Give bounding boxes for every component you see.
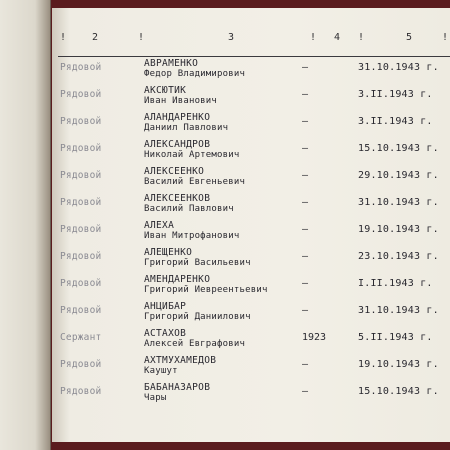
surname-cell: АМЕНДАРЕНКО bbox=[144, 274, 211, 285]
birth-year-cell: — bbox=[302, 116, 309, 127]
rank-cell: Сержант bbox=[60, 332, 102, 343]
given-name-cell: Василий Павлович bbox=[144, 204, 234, 214]
date-cell: 15.10.1943 г. bbox=[358, 143, 439, 154]
table-row bbox=[52, 301, 450, 327]
surname-cell: БАБАНАЗАРОВ bbox=[144, 382, 211, 393]
rank-cell: Рядовой bbox=[60, 197, 102, 208]
rank-cell: Рядовой bbox=[60, 278, 102, 289]
rank-cell: Рядовой bbox=[60, 359, 102, 370]
given-name-cell: Николай Артемович bbox=[144, 150, 240, 160]
birth-year-cell: — bbox=[302, 224, 309, 235]
header-rule bbox=[58, 56, 450, 57]
birth-year-cell: — bbox=[302, 170, 309, 181]
table-row bbox=[52, 355, 450, 381]
date-cell: 31.10.1943 г. bbox=[358, 62, 439, 73]
column-number-5: 5 bbox=[406, 32, 413, 43]
column-number-4: 4 bbox=[334, 32, 341, 43]
birth-year-cell: — bbox=[302, 62, 309, 73]
given-name-cell: Чары bbox=[144, 393, 167, 403]
given-name-cell: Алексей Евграфович bbox=[144, 339, 246, 349]
date-cell: 3.II.1943 г. bbox=[358, 89, 433, 100]
table-row bbox=[52, 382, 450, 408]
column-separator: ! bbox=[358, 32, 365, 43]
table-row bbox=[52, 58, 450, 84]
date-cell: 19.10.1943 г. bbox=[358, 359, 439, 370]
surname-cell: АНЦИБАР bbox=[144, 301, 187, 312]
given-name-cell: Григорий Иевреентьевич bbox=[144, 285, 268, 295]
surname-cell: АЛЕКСАНДРОВ bbox=[144, 139, 211, 150]
table-row bbox=[52, 139, 450, 165]
column-separator: ! bbox=[60, 32, 67, 43]
date-cell: 29.10.1943 г. bbox=[358, 170, 439, 181]
date-cell: 3.II.1943 г. bbox=[358, 116, 433, 127]
date-cell: 15.10.1943 г. bbox=[358, 386, 439, 397]
table-row bbox=[52, 85, 450, 111]
birth-year-cell: — bbox=[302, 305, 309, 316]
given-name-cell: Даниил Павлович bbox=[144, 123, 229, 133]
column-separator: ! bbox=[442, 32, 449, 43]
date-cell: 23.10.1943 г. bbox=[358, 251, 439, 262]
birth-year-cell: — bbox=[302, 278, 309, 289]
given-name-cell: Василий Евгеньевич bbox=[144, 177, 246, 187]
surname-cell: АВРАМЕНКО bbox=[144, 58, 199, 69]
given-name-cell: Григорий Даниилович bbox=[144, 312, 251, 322]
date-cell: 5.II.1943 г. bbox=[358, 332, 433, 343]
rank-cell: Рядовой bbox=[60, 116, 102, 127]
birth-year-cell: 1923 bbox=[302, 332, 327, 343]
date-cell: 31.10.1943 г. bbox=[358, 197, 439, 208]
surname-cell: АКСЮТИК bbox=[144, 85, 187, 96]
rank-cell: Рядовой bbox=[60, 224, 102, 235]
surname-cell: АЛАНДАРЕНКО bbox=[144, 112, 211, 123]
surname-cell: АЛЕХА bbox=[144, 220, 175, 231]
birth-year-cell: — bbox=[302, 359, 309, 370]
given-name-cell: Каушут bbox=[144, 366, 178, 376]
given-name-cell: Иван Иванович bbox=[144, 96, 218, 106]
register-page bbox=[52, 8, 450, 442]
date-cell: 19.10.1943 г. bbox=[358, 224, 439, 235]
surname-cell: АЛЕКСЕЕНКО bbox=[144, 166, 205, 177]
column-separator: ! bbox=[138, 32, 145, 43]
rank-cell: Рядовой bbox=[60, 62, 102, 73]
given-name-cell: Иван Митрофанович bbox=[144, 231, 240, 241]
birth-year-cell: — bbox=[302, 251, 309, 262]
surname-cell: АСТАХОВ bbox=[144, 328, 187, 339]
column-header bbox=[52, 30, 450, 46]
table-row bbox=[52, 247, 450, 273]
date-cell: 31.10.1943 г. bbox=[358, 305, 439, 316]
rank-cell: Рядовой bbox=[60, 170, 102, 181]
table-row bbox=[52, 274, 450, 300]
surname-cell: АХТМУХАМЕДОВ bbox=[144, 355, 217, 366]
given-name-cell: Федор Владимирович bbox=[144, 69, 246, 79]
previous-page-edge bbox=[0, 0, 51, 450]
birth-year-cell: — bbox=[302, 197, 309, 208]
rank-cell: Рядовой bbox=[60, 305, 102, 316]
rank-cell: Рядовой bbox=[60, 386, 102, 397]
surname-cell: АЛЕЩЕНКО bbox=[144, 247, 193, 258]
column-number-2: 2 bbox=[92, 32, 99, 43]
table-row bbox=[52, 166, 450, 192]
rank-cell: Рядовой bbox=[60, 143, 102, 154]
birth-year-cell: — bbox=[302, 89, 309, 100]
date-cell: I.II.1943 г. bbox=[358, 278, 433, 289]
birth-year-cell: — bbox=[302, 143, 309, 154]
surname-cell: АЛЕКСЕЕНКОВ bbox=[144, 193, 211, 204]
table-row bbox=[52, 328, 450, 354]
column-separator: ! bbox=[310, 32, 317, 43]
table-row bbox=[52, 112, 450, 138]
rank-cell: Рядовой bbox=[60, 89, 102, 100]
birth-year-cell: — bbox=[302, 386, 309, 397]
column-number-3: 3 bbox=[228, 32, 235, 43]
table-row bbox=[52, 220, 450, 246]
given-name-cell: Григорий Васильевич bbox=[144, 258, 251, 268]
table-row bbox=[52, 193, 450, 219]
rank-cell: Рядовой bbox=[60, 251, 102, 262]
